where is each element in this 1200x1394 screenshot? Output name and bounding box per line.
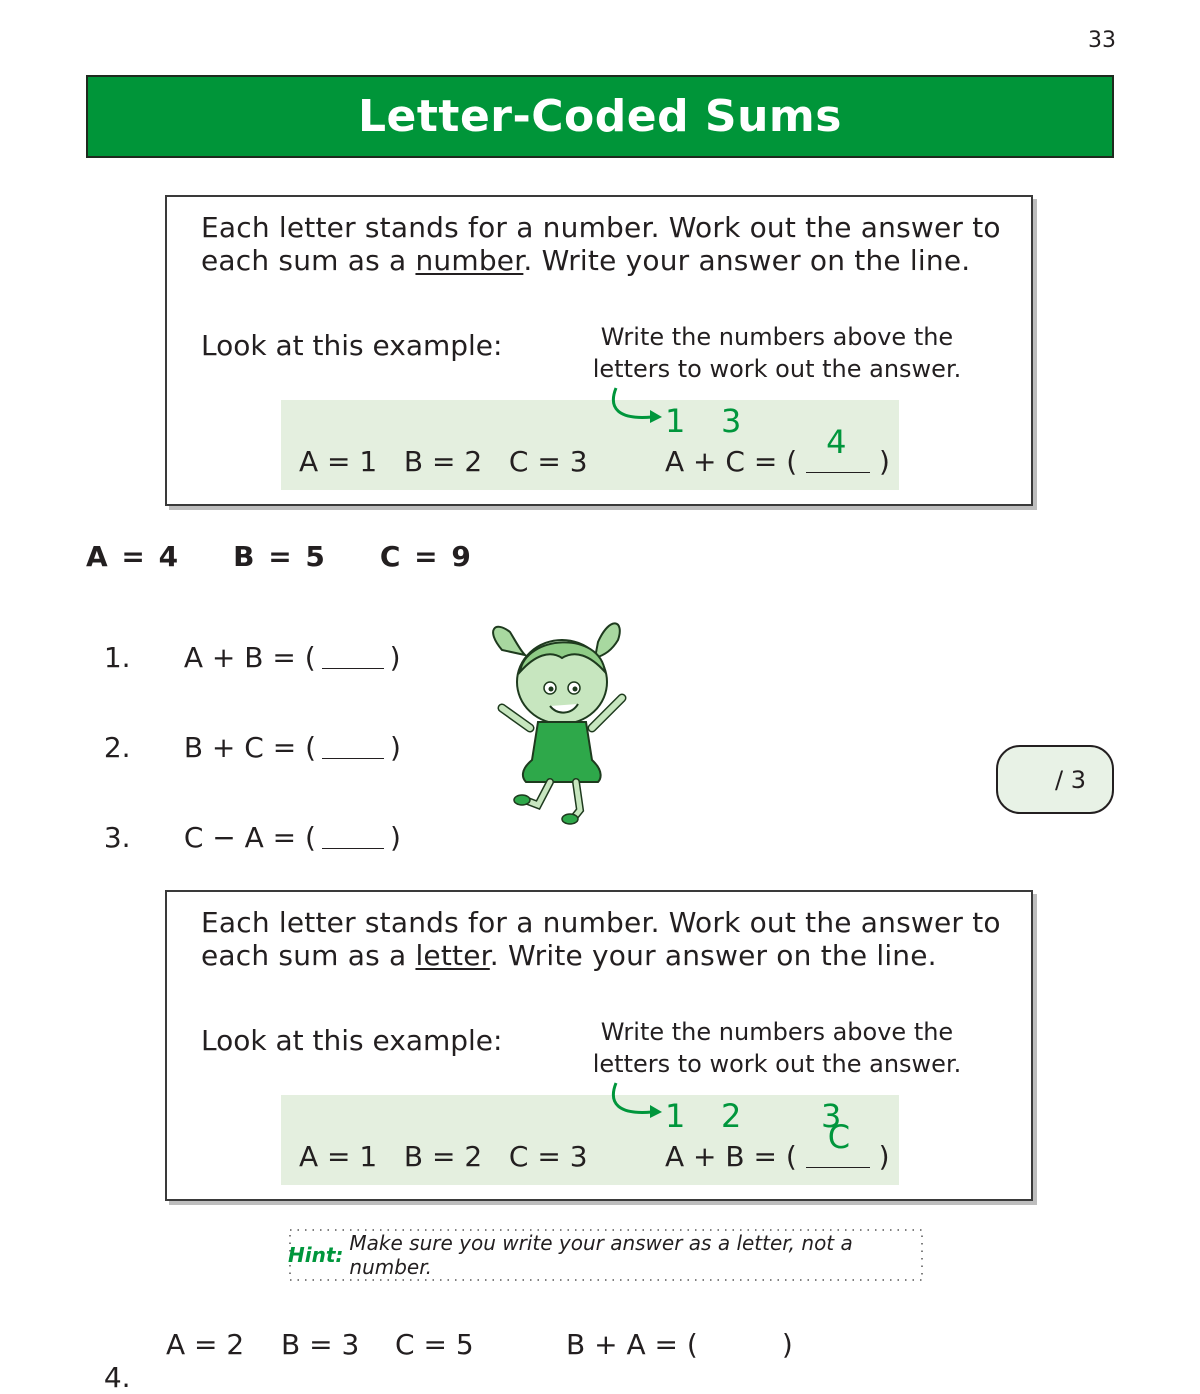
instructions-panel-number bbox=[165, 195, 1033, 506]
page-number: 33 bbox=[1088, 28, 1116, 53]
panel-intro: Each letter stands for a number. Work out the answer to each sum as a letter. Write your answer on the line. bbox=[201, 906, 1001, 972]
example-equation: A + B = ( C ) bbox=[665, 1118, 890, 1173]
answer-line-2[interactable] bbox=[322, 758, 384, 759]
instructions-panel-letter bbox=[165, 890, 1033, 1201]
question-3: 3. C − A = ( ) bbox=[103, 821, 401, 854]
curved-arrow-icon bbox=[606, 386, 666, 436]
above-number-2: 3 bbox=[721, 402, 742, 440]
cartoon-girl-illustration bbox=[480, 610, 645, 825]
example-answer: C bbox=[827, 1118, 851, 1156]
emphasis-letter: letter bbox=[415, 939, 490, 972]
example-assignments: A = 1 B = 2 C = 3 bbox=[299, 1140, 588, 1173]
panel-intro: Each letter stands for a number. Work out the answer to each sum as a number. Write your answer on the line. bbox=[201, 211, 1001, 277]
curved-arrow-icon bbox=[606, 1081, 666, 1131]
question-4-a: A = 2 bbox=[166, 1328, 245, 1361]
question-4-c: C = 5 bbox=[395, 1328, 474, 1361]
look-at-example: Look at this example: bbox=[201, 1024, 503, 1057]
question-1: 1. A + B = ( ) bbox=[103, 641, 401, 674]
example-box bbox=[281, 1095, 899, 1185]
question-2: 2. B + C = ( ) bbox=[103, 731, 401, 764]
example-answer: 4 bbox=[826, 423, 847, 461]
question-4-b: B = 3 bbox=[281, 1328, 360, 1361]
above-number-1: 1 bbox=[665, 402, 686, 440]
score-box[interactable]: / 3 bbox=[996, 745, 1114, 814]
look-at-example: Look at this example: bbox=[201, 329, 503, 362]
example-equation: A + C = ( 4 ) bbox=[665, 423, 890, 478]
hint-text: Make sure you write your answer as a letter, not a number. bbox=[349, 1231, 853, 1279]
answer-line-3[interactable] bbox=[322, 848, 384, 849]
emphasis-number: number bbox=[415, 244, 524, 277]
example-note: Write the numbers above the letters to work out the answer. bbox=[592, 1018, 962, 1078]
question-4-expr: B + A = ( ) bbox=[566, 1328, 793, 1361]
above-number-1: 1 bbox=[665, 1097, 686, 1135]
example-note: Write the numbers above the letters to work out the answer. bbox=[592, 323, 962, 383]
above-number-3: 3 bbox=[821, 1097, 842, 1135]
title-bar bbox=[86, 75, 1114, 158]
above-number-2: 2 bbox=[721, 1097, 742, 1135]
answer-line-1[interactable] bbox=[322, 668, 384, 669]
example-assignments: A = 1 B = 2 C = 3 bbox=[299, 445, 588, 478]
example-box bbox=[281, 400, 899, 490]
hint-label: Hint: bbox=[288, 1243, 344, 1267]
hint bbox=[288, 1228, 924, 1282]
question-4: 4. bbox=[103, 1361, 131, 1394]
values-line: A = 4 B = 5 C = 9 bbox=[86, 540, 471, 573]
page-title: Letter-Coded Sums bbox=[358, 91, 842, 142]
